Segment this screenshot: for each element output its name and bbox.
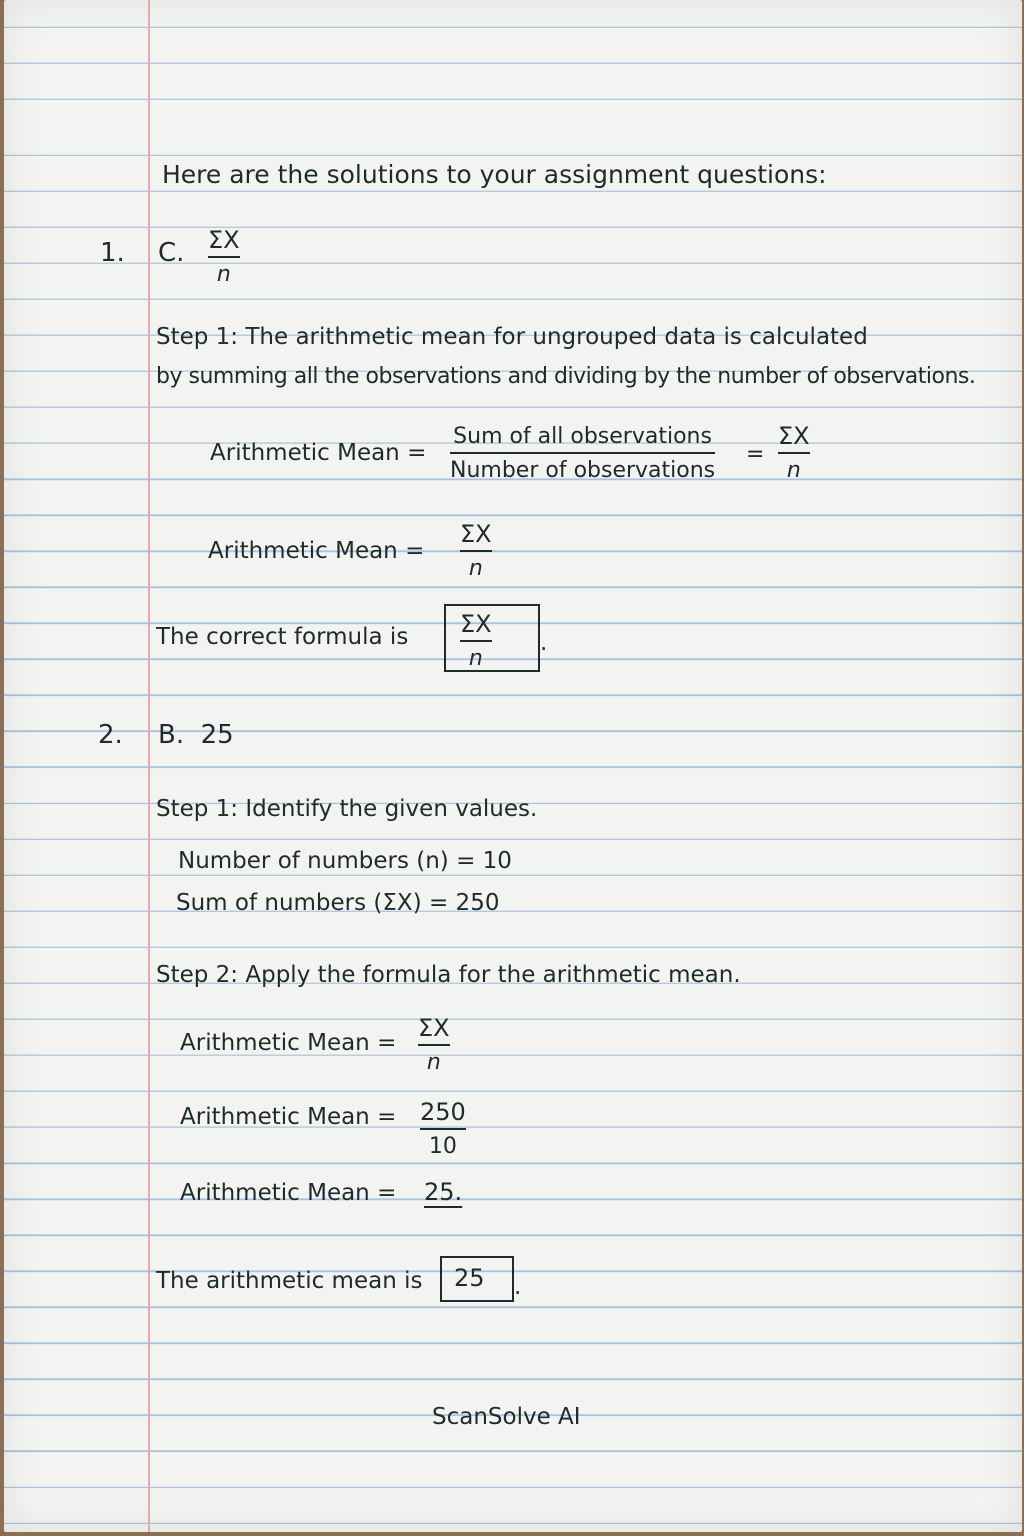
q1-step1-line1: Step 1: The arithmetic mean for ungrouped data is calculated [156, 324, 868, 350]
q1-conclusion-period: . [540, 630, 548, 656]
q2-eq1-fraction [418, 1016, 450, 1074]
q1-formula1-fraction [450, 426, 715, 482]
q1-conclusion-denominator: n [468, 646, 483, 671]
fraction-bar [418, 1044, 450, 1046]
q1-answer-box [444, 604, 540, 672]
q2-eq3-value: 25. [424, 1178, 463, 1206]
q1-formula2-numerator: ΣX [460, 520, 492, 548]
q1-conclusion-fraction [460, 612, 492, 670]
q1-formula2-denominator: n [468, 556, 483, 581]
q2-eq1-denominator: n [426, 1050, 441, 1075]
q2-conclusion-period: . [514, 1274, 522, 1300]
q1-answer-denominator: n [216, 262, 231, 287]
fraction-bar [208, 256, 240, 258]
q2-step1: Step 1: Identify the given values. [156, 796, 538, 822]
q1-formula1-numerator2: ΣX [778, 422, 810, 450]
q1-formula1-equals: = [746, 442, 765, 467]
q1-formula1-label: Arithmetic Mean = [210, 440, 427, 466]
q2-answer: B. 25 [158, 720, 234, 750]
q2-eq1-numerator: ΣX [418, 1014, 450, 1042]
q1-formula1-denominator2: n [786, 458, 801, 483]
fraction-bar [460, 640, 492, 642]
q2-eq1-label: Arithmetic Mean = [180, 1030, 397, 1056]
q2-eq2-denominator: 10 [428, 1134, 457, 1159]
q2-conclusion-text: The arithmetic mean is [156, 1268, 423, 1294]
q2-given-n: Number of numbers (n) = 10 [178, 848, 512, 874]
q2-given-sum: Sum of numbers (ΣX) = 250 [176, 890, 500, 916]
q2-eq2-label: Arithmetic Mean = [180, 1104, 397, 1130]
fraction-bar [420, 1128, 466, 1130]
q1-answer-letter: C. [158, 238, 185, 268]
fraction-bar [450, 452, 715, 454]
footer-brand: ScanSolve AI [432, 1404, 581, 1430]
fraction-bar [778, 452, 810, 454]
fraction-bar [460, 550, 492, 552]
q1-answer-fraction [208, 228, 240, 286]
q1-formula2-fraction [460, 522, 492, 580]
q1-formula1-denominator: Number of observations [450, 458, 716, 483]
q1-formula1-numerator: Sum of all observations [453, 424, 712, 449]
q1-answer-numerator: ΣX [208, 226, 240, 254]
q1-step1-line2: by summing all the observations and dividing by the number of observations. [156, 364, 976, 389]
q1-formula2-label: Arithmetic Mean = [208, 538, 425, 564]
notebook-page [4, 0, 1022, 1532]
q2-step2: Step 2: Apply the formula for the arithmetic mean. [156, 962, 741, 988]
q2-eq2-numerator: 250 [420, 1098, 466, 1126]
q2-conclusion-value: 25 [454, 1264, 485, 1292]
q2-eq3-label: Arithmetic Mean = [180, 1180, 397, 1206]
q1-formula1-fraction2 [778, 424, 810, 482]
q2-number: 2. [98, 720, 123, 750]
intro-text: Here are the solutions to your assignment questions: [162, 160, 827, 189]
q1-conclusion-numerator: ΣX [460, 610, 492, 638]
q2-eq2-fraction [420, 1100, 466, 1158]
q1-conclusion-text: The correct formula is [156, 624, 409, 650]
margin-line [148, 0, 150, 1532]
q1-number: 1. [100, 238, 125, 268]
